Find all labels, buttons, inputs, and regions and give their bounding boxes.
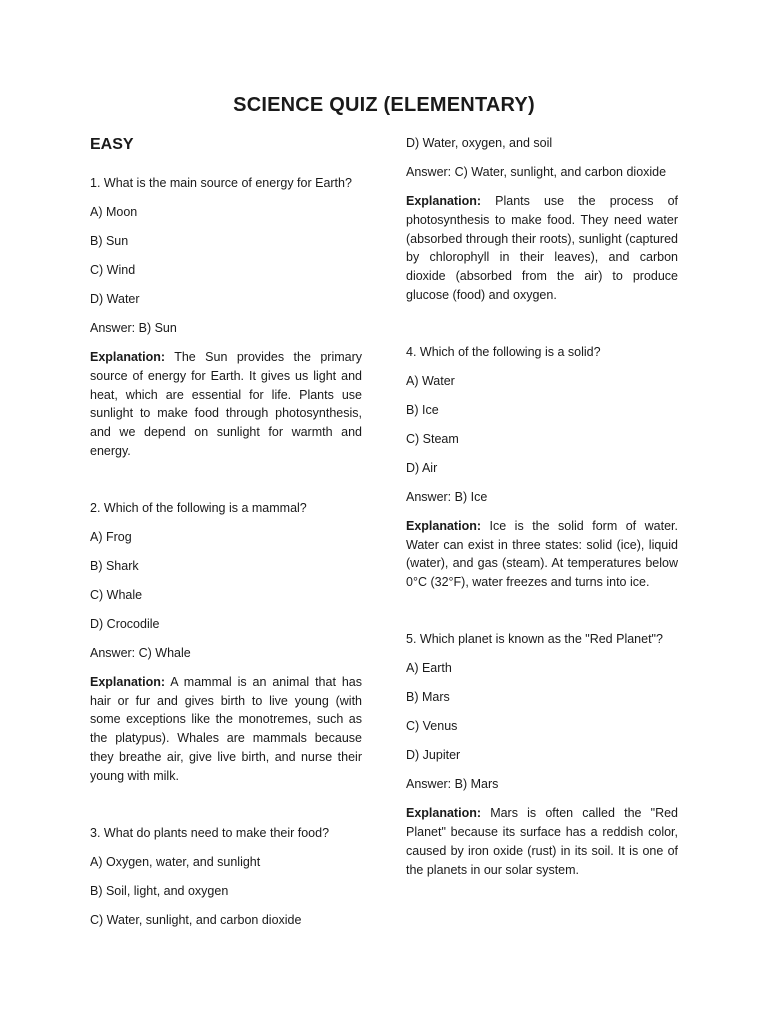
question-2-explanation-text: A mammal is an animal that has hair or fur and gives birth to live young (with some exceptions like the monotremes, such as the platypus). Whales are mammals because they breathe air, give live birth, and nurse their young with milk. [90,674,362,783]
explanation-label: Explanation: [90,674,166,689]
question-4-option-a: A) Water [406,373,455,388]
question-1-option-b: B) Sun [90,233,129,248]
right-column [406,134,678,890]
section-heading: EASY [90,136,134,153]
question-4-option-b: B) Ice [406,402,439,417]
explanation-label: Explanation: [406,193,482,208]
question-5-explanation-text: Mars is often called the "Red Planet" because its surface has a reddish color, caused by iron oxide (rust) in its soil. It is one of the planets in our solar system. [406,806,678,877]
question-2-option-a: A) Frog [90,529,132,544]
question-5-text: 5. Which planet is known as the "Red Planet"? [406,632,663,647]
question-4-option-d: D) Air [406,460,438,475]
question-2-explanation [90,673,362,786]
page-title: SCIENCE QUIZ (ELEMENTARY) [233,94,535,116]
question-2-option-d: D) Crocodile [90,616,160,631]
explanation-label: Explanation: [406,518,482,533]
question-1-answer: Answer: B) Sun [90,320,177,335]
question-1-option-d: D) Water [90,291,140,306]
question-5-option-d: D) Jupiter [406,748,461,763]
question-4-answer: Answer: B) Ice [406,489,488,504]
question-3-explanation-text: Plants use the process of photosynthesis to make food. They need water (absorbed through their roots), sunlight (captured by chlorophyll in their leaves), and carbon dioxide (absorbed from the air) to produce glucose (food) and oxygen. [406,193,678,302]
question-4-explanation [406,517,678,592]
left-column [90,134,362,940]
question-4-text: 4. Which of the following is a solid? [406,344,601,359]
question-5-answer: Answer: B) Mars [406,777,499,792]
question-1-option-a: A) Moon [90,204,138,219]
question-3-text: 3. What do plants need to make their food? [90,825,330,840]
question-1-option-c: C) Wind [90,262,136,277]
question-3-option-c: C) Water, sunlight, and carbon dioxide [90,912,302,927]
question-4-option-c: C) Steam [406,431,459,446]
explanation-label: Explanation: [90,349,166,364]
question-5-option-c: C) Venus [406,719,458,734]
question-1-explanation-text: The Sun provides the primary source of energy for Earth. It gives us light and heat, which are essential for life. Plants use sunlight to make food through photosynthesis, and we depend on sunlight for warmth and energy. [90,349,362,458]
question-3-option-a: A) Oxygen, water, and sunlight [90,854,261,869]
question-1-explanation [90,348,362,461]
question-3-explanation [406,192,678,305]
question-1-text: 1. What is the main source of energy for Earth? [90,176,352,190]
explanation-label: Explanation: [406,806,482,821]
question-3-option-b: B) Soil, light, and oxygen [90,883,229,898]
question-3-answer: Answer: C) Water, sunlight, and carbon dioxide [406,164,667,179]
question-5-explanation [406,804,678,879]
question-2-option-c: C) Whale [90,587,143,602]
question-5-option-a: A) Earth [406,661,452,676]
question-5-option-b: B) Mars [406,690,450,705]
question-2-option-b: B) Shark [90,558,139,573]
question-2-text: 2. Which of the following is a mammal? [90,500,307,515]
question-2-answer: Answer: C) Whale [90,645,191,660]
question-3-option-d: D) Water, oxygen, and soil [406,136,553,150]
question-4-explanation-text: Ice is the solid form of water. Water can exist in three states: solid (ice), liquid (water), and gas (steam). At temperatures below 0°C (32°F), water freezes and turns into ice. [406,518,678,590]
